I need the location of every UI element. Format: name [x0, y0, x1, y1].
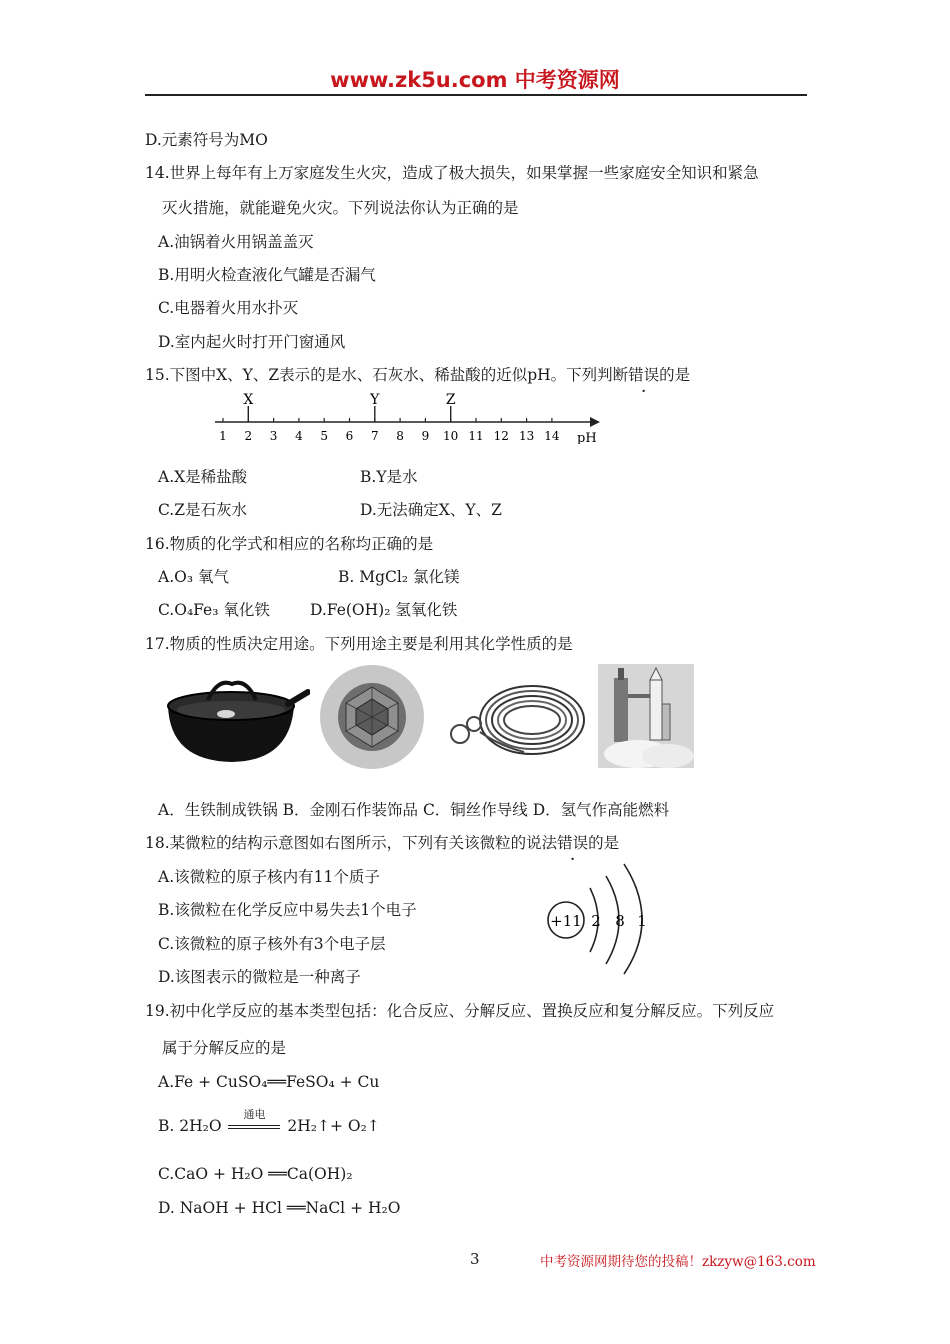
q15-option-a: A.X是稀盐酸	[158, 468, 248, 486]
q15-option-b: B.Y是水	[360, 468, 418, 486]
q18-option-c: C.该微粒的原子核外有3个电子层	[158, 935, 386, 953]
ph-tick-label: 7	[370, 429, 379, 443]
ph-tick-label: 5	[320, 429, 329, 443]
reaction-condition-arrow	[228, 1108, 280, 1131]
diamond-image	[318, 663, 426, 771]
shell-2-electrons: 8	[615, 912, 625, 930]
q19-option-b-reactant: B. 2H₂O	[158, 1117, 222, 1135]
iron-wok-image	[160, 666, 310, 766]
ph-unit-label: pH	[577, 431, 597, 444]
q19-option-b	[158, 1108, 380, 1136]
site-header-title: www.zk5u.com 中考资源网	[330, 68, 620, 92]
q19-option-d: D. NaOH + HCl ══NaCl + H₂O	[158, 1199, 401, 1217]
q18-stem-end: 的是	[588, 834, 620, 852]
ph-tick-label: 9	[421, 429, 430, 443]
ph-tick-label: 14	[544, 429, 560, 443]
q14-option-c: C.电器着火用水扑灭	[158, 299, 299, 317]
q18-stem-emphasis: 错误	[557, 834, 589, 852]
q15-stem-text: 15.下图中X、Y、Z表示的是水、石灰水、稀盐酸的近似pH。下列判断	[145, 366, 629, 384]
q19-option-c: C.CaO + H₂O ══Ca(OH)₂	[158, 1165, 353, 1183]
page-number: 3	[470, 1250, 480, 1268]
atomic-structure-diagram	[540, 858, 680, 978]
q19-option-a: A.Fe + CuSO₄══FeSO₄ + Cu	[158, 1073, 380, 1091]
q18-stem	[145, 833, 619, 853]
nucleus-charge: +11	[550, 912, 582, 930]
q19-stem-line2: 属于分解反应的是	[162, 1039, 287, 1057]
q16-stem: 16.物质的化学式和相应的名称均正确的是	[145, 535, 434, 553]
q18-option-d: D.该图表示的微粒是一种离子	[158, 968, 361, 986]
q16-option-c: C.O₄Fe₃ 氧化铁	[158, 601, 270, 619]
ph-marker-label: Z	[445, 392, 456, 408]
q18-option-b: B.该微粒在化学反应中易失去1个电子	[158, 901, 417, 919]
q14-option-a: A.油锅着火用锅盖盖灭	[158, 233, 314, 251]
q14-option-d: D.室内起火时打开门窗通风	[158, 333, 346, 351]
reaction-condition-label: 通电	[243, 1108, 266, 1121]
ph-marker-label: Y	[370, 392, 380, 408]
q15-option-d: D.无法确定X、Y、Z	[360, 501, 502, 519]
q18-stem-text: 18.某微粒的结构示意图如右图所示，下列有关该微粒的说法	[145, 834, 558, 852]
q15-stem-end: 的是	[659, 366, 691, 384]
ph-tick-label: 13	[518, 429, 535, 443]
q19-stem-line1: 19.初中化学反应的基本类型包括：化合反应、分解反应、置换反应和复分解反应。下列反应	[145, 1002, 775, 1020]
shell-3-electrons: 1	[637, 912, 647, 930]
ph-tick-label: 12	[493, 429, 509, 443]
q16-option-d: D.Fe(OH)₂ 氢氧化铁	[310, 601, 458, 619]
ph-scale-diagram	[205, 392, 605, 444]
q14-stem-line2: 灭火措施，就能避免火灾。下列说法你认为正确的是	[162, 199, 519, 217]
q18-option-a: A.该微粒的原子核内有11个质子	[158, 868, 380, 886]
q14-option-b: B.用明火检查液化气罐是否漏气	[158, 266, 376, 284]
ph-tick-label: 6	[345, 429, 354, 443]
ph-tick-label: 8	[396, 429, 404, 443]
ph-tick-label: 4	[295, 429, 303, 443]
q16-option-a: A.O₃ 氧气	[158, 568, 229, 586]
header-rule	[145, 94, 807, 96]
q15-stem-emphasis: 错误	[628, 366, 660, 384]
ph-tick-label: 2	[244, 429, 253, 443]
q13-option-d: D.元素符号为MO	[145, 131, 268, 149]
ph-axis-arrow	[590, 417, 600, 427]
ph-marker-label: X	[243, 392, 254, 408]
ph-tick-label: 10	[443, 429, 459, 443]
ph-tick-label: 11	[468, 429, 484, 443]
q19-option-b-products: 2H₂↑+ O₂↑	[287, 1117, 380, 1135]
shell-1-electrons: 2	[591, 912, 601, 930]
q15-stem	[145, 365, 690, 385]
q17-stem: 17.物质的性质决定用途。下列用途主要是利用其化学性质的是	[145, 635, 573, 653]
q15-option-c: C.Z是石灰水	[158, 501, 248, 519]
ph-tick-label: 3	[269, 429, 278, 443]
q16-option-b: B. MgCl₂ 氯化镁	[338, 568, 460, 586]
ph-tick-label: 1	[219, 429, 227, 443]
q17-options: A．生铁制成铁锅 B．金刚石作装饰品 C．铜丝作导线 D．氢气作高能燃料	[158, 801, 670, 819]
copper-wire-coil-image	[440, 672, 590, 772]
q14-stem-line1: 14.世界上每年有上万家庭发生火灾，造成了极大损失，如果掌握一些家庭安全知识和紧急	[145, 164, 759, 182]
footer-contribution-note: 中考资源网期待您的投稿！zkzyw@163.com	[540, 1254, 816, 1270]
hydrogen-rocket-launch-image	[598, 664, 694, 768]
